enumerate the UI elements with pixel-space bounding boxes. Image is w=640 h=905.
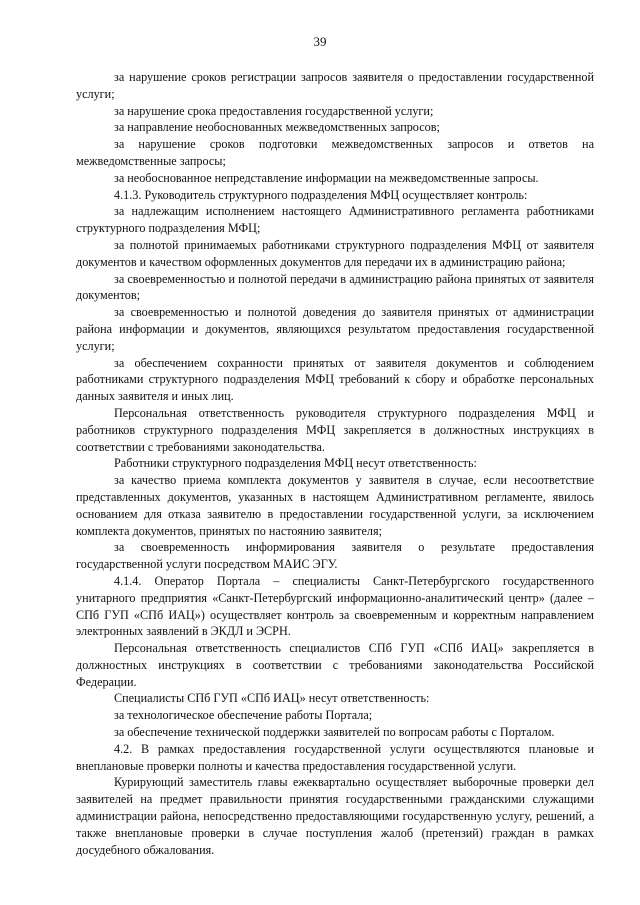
document-body bbox=[76, 69, 594, 858]
paragraph: за своевременность информирования заявителя о результате предоставления государственной услуги посредством МАИС ЭГУ. bbox=[76, 540, 594, 572]
paragraph: 4.1.4. Оператор Портала – специалисты Санкт-Петербургского государственного унитарного предприятия «Санкт-Петербургский информационно-аналитический центр» (далее – СПб ГУП «СПб ИАЦ») осуществляет контроль за своевременным и корректным направлением электронных заявлений в ЭКДЛ и ЭСРН. bbox=[76, 573, 594, 639]
paragraph: за обеспечение технической поддержки заявителей по вопросам работы с Порталом. bbox=[114, 725, 555, 740]
page-number: 39 bbox=[313, 34, 327, 49]
paragraph: 4.1.3. Руководитель структурного подразделения МФЦ осуществляет контроль: bbox=[114, 187, 528, 202]
paragraph: за полнотой принимаемых работниками структурного подразделения МФЦ от заявителя документов и качеством оформленных документов для передачи их в администрацию района; bbox=[76, 237, 594, 269]
paragraph: за своевременностью и полнотой доведения до заявителя принятых от администрации района информации и документов, являющихся результатом предоставления государственной услуги; bbox=[76, 305, 594, 353]
paragraph: Работники структурного подразделения МФЦ несут ответственность: bbox=[114, 456, 477, 471]
paragraph: Персональная ответственность руководителя структурного подразделения МФЦ и работников структурного подразделения МФЦ закрепляется в должностных инструкциях в соответствии с требованиями законодательства. bbox=[76, 405, 594, 454]
paragraph: за качество приема комплекта документов у заявителя в случае, если несоответствие представленных документов, указанных в настоящем Административном регламенте, явилось основанием для отказа заявителю в предоставлении государственной услуги, за исключением комплекта документов, принятых по настоянию заявителя; bbox=[76, 473, 594, 538]
paragraph: за обеспечением сохранности принятых от заявителя документов и соблюдением работниками структурного подразделения МФЦ требований к сбору и обработке персональных данных заявителя и иных лиц. bbox=[76, 355, 594, 404]
paragraph: за направление необоснованных межведомственных запросов; bbox=[114, 120, 440, 135]
paragraph: за нарушение срока предоставления государственной услуги; bbox=[114, 103, 434, 118]
paragraph: за нарушение сроков регистрации запросов заявителя о предоставлении государственной услуги; bbox=[76, 70, 594, 101]
paragraph: за необоснованное непредставление информации на межведомственные запросы. bbox=[114, 170, 539, 185]
paragraph: Персональная ответственность специалистов СПб ГУП «СПб ИАЦ» закрепляется в должностных инструкциях в соответствии с требованиями законодательства Российской Федерации. bbox=[76, 641, 594, 689]
paragraph: за своевременностью и полнотой передачи в администрацию района принятых от заявителя документов; bbox=[76, 271, 594, 303]
paragraph: Специалисты СПб ГУП «СПб ИАЦ» несут ответственность: bbox=[114, 691, 430, 706]
paragraph: за надлежащим исполнением настоящего Административного регламента работниками структурного подразделения МФЦ; bbox=[76, 204, 594, 236]
paragraph: 4.2. В рамках предоставления государственной услуги осуществляются плановые и внеплановые проверки полноты и качества предоставления государственной услуги. bbox=[76, 741, 594, 773]
paragraph: за технологическое обеспечение работы Портала; bbox=[114, 708, 373, 723]
paragraph: Курирующий заместитель главы ежеквартально осуществляет выборочные проверки дел заявителей на предмет правильности принятия государственными гражданскими служащими администрации района, непосредственно предоставляющими государственную услугу, решений, а также внеплановые проверки в случае поступления жалоб (претензий) граждан в рамках досудебного обжалования. bbox=[76, 775, 594, 857]
paragraph: за нарушение сроков подготовки межведомственных запросов и ответов на межведомственные запросы; bbox=[76, 137, 594, 168]
